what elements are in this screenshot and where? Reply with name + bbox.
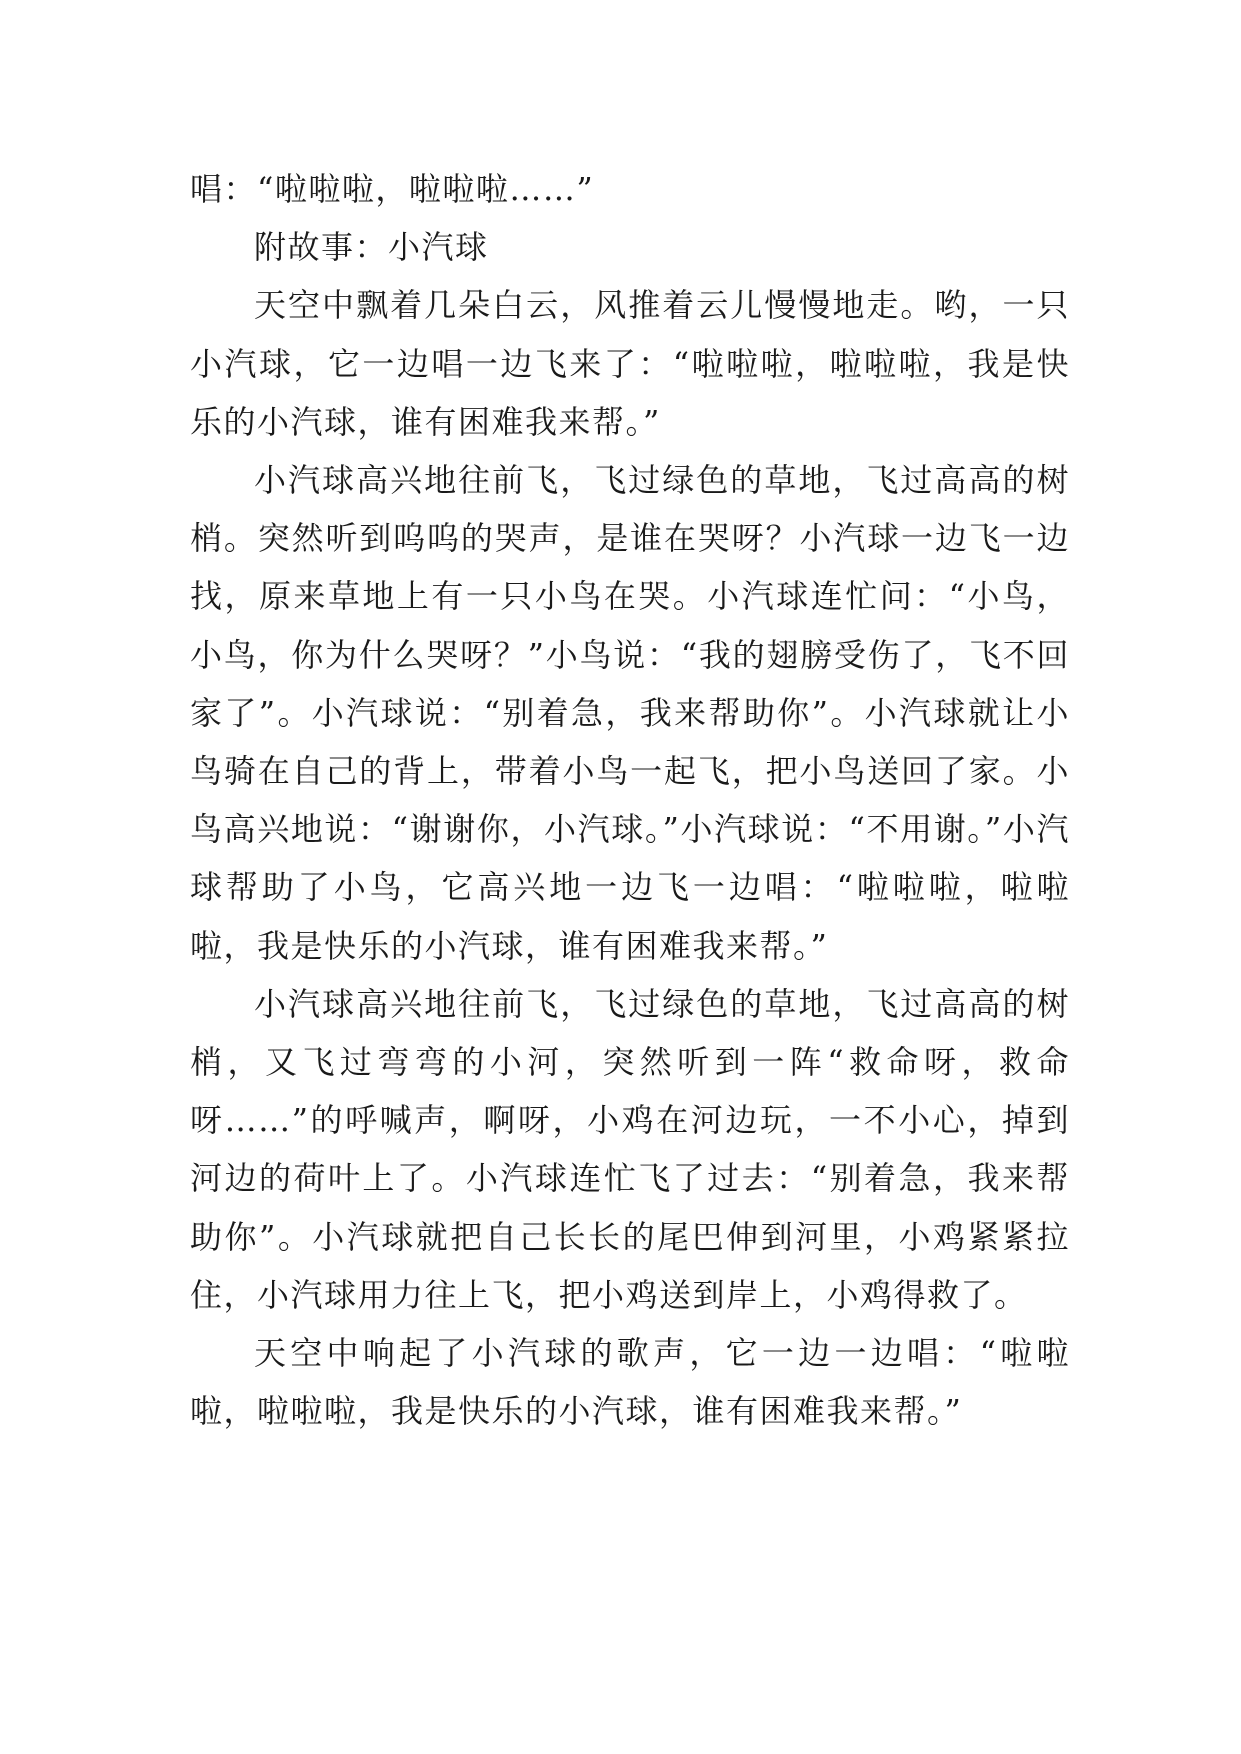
paragraph-bird-episode: 小汽球高兴地往前飞，飞过绿色的草地，飞过高高的树梢。突然听到呜呜的哭声，是谁在哭呀？小汽球一边飞一边找，原来草地上有一只小鸟在哭。小汽球连忙问：“小鸟，小鸟，你为什么哭呀？”小鸟说：“我的翅膀受伤了，飞不回家了”。小汽球说：“别着急，我来帮助你”。小汽球就让小鸟骑在自己的背上，带着小鸟一起飞，把小鸟送回了家。小鸟高兴地说：“谢谢你，小汽球。”小汽球说：“不用谢。”小汽球帮助了小鸟，它高兴地一边飞一边唱：“啦啦啦，啦啦啦，我是快乐的小汽球，谁有困难我来帮。” <box>190 461 1070 965</box>
paragraph-story-title: 附故事：小汽球 <box>254 228 489 267</box>
paragraph-story-intro: 天空中飘着几朵白云，风推着云儿慢慢地走。哟，一只小汽球，它一边唱一边飞来了：“啦啦啦，啦啦啦，我是快乐的小汽球，谁有困难我来帮。” <box>190 286 1070 441</box>
paragraph-chick-episode: 小汽球高兴地往前飞，飞过绿色的草地，飞过高高的树梢，又飞过弯弯的小河，突然听到一阵“救命呀，救命呀……”的呼喊声，啊呀，小鸡在河边玩，一不小心，掉到河边的荷叶上了。小汽球连忙飞了过去：“别着急，我来帮助你”。小汽球就把自己长长的尾巴伸到河里，小鸡紧紧拉住，小汽球用力往上飞，把小鸡送到岸上，小鸡得救了。 <box>190 984 1070 1314</box>
document-body <box>190 160 1070 1440</box>
paragraph-story-ending: 天空中响起了小汽球的歌声，它一边一边唱：“啦啦啦，啦啦啦，我是快乐的小汽球，谁有困难我来帮。” <box>190 1334 1070 1431</box>
paragraph-song-ending: 唱：“啦啦啦，啦啦啦……” <box>190 170 595 208</box>
